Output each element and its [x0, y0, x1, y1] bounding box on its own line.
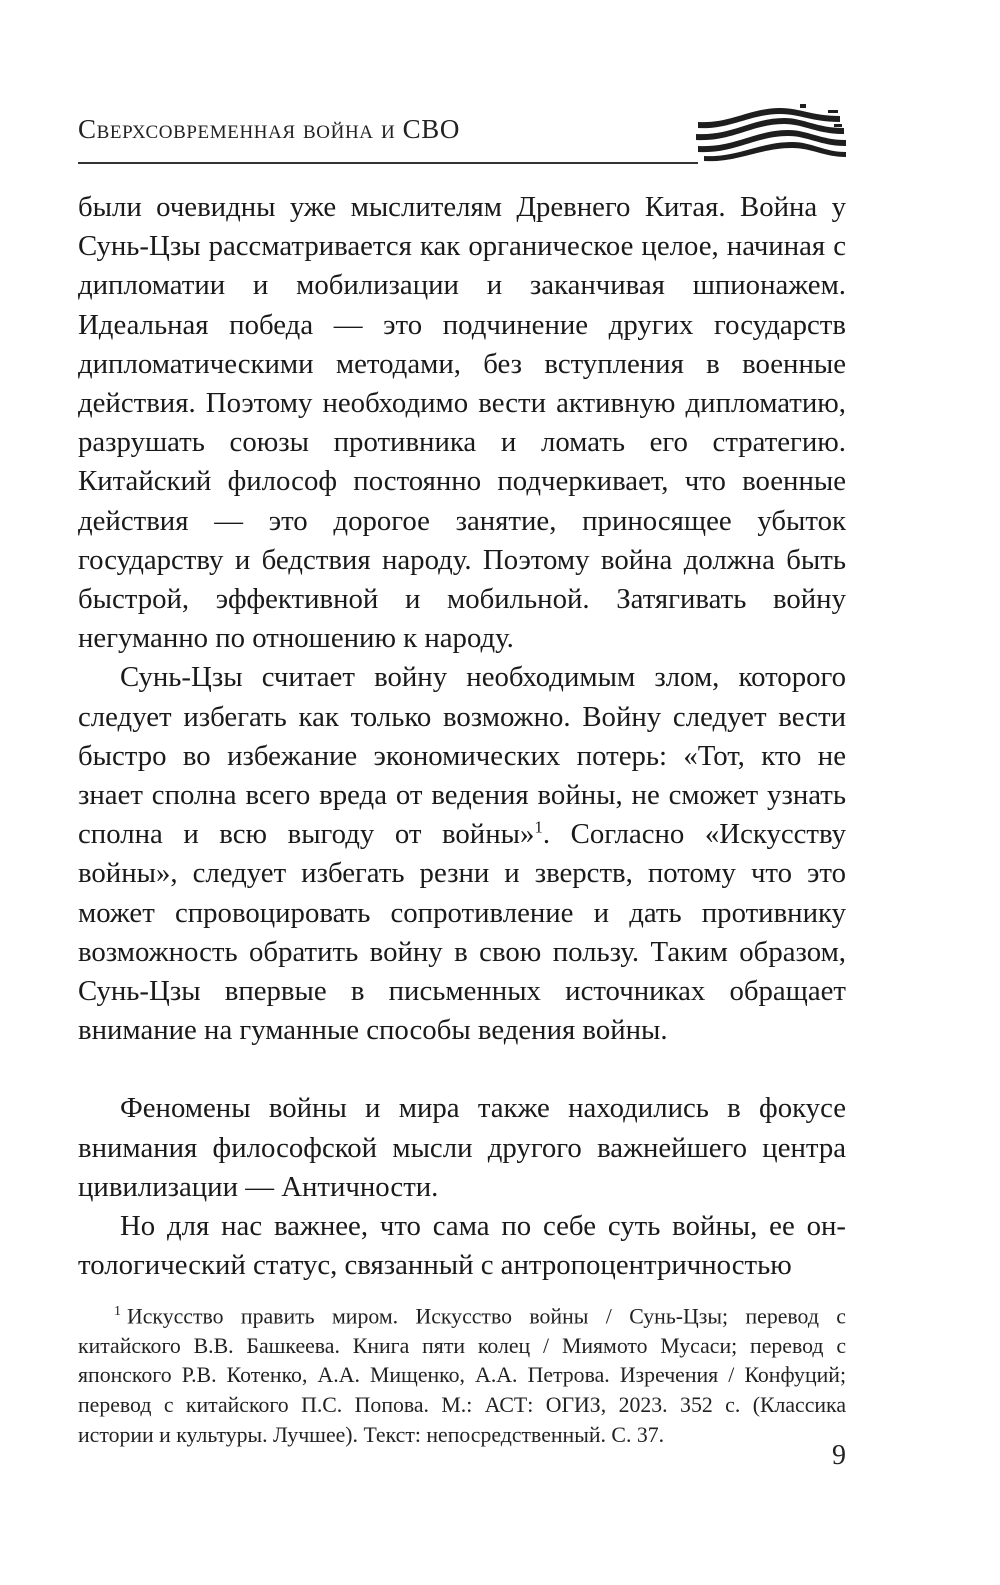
paragraph-sun-tzu: [78, 658, 846, 1050]
footnote-paragraph: [78, 1297, 846, 1450]
running-header: [78, 112, 848, 172]
running-title: Сверхсовременная война и СВО: [78, 114, 460, 144]
page-number: 9: [832, 1440, 846, 1471]
header-rule: [78, 162, 698, 164]
footnote-marker: 1: [114, 1304, 121, 1319]
paragraph-ontology: Но для нас важнее, что сама по себе суть войны, ее онтологический статус, связанный с антропоцентричностью: [78, 1210, 846, 1282]
footnote-reference[interactable]: 1: [534, 817, 543, 837]
paragraph-text: . Согласно «Искусству войны», следует избегать резни и зверств, потому что это может спровоцировать сопротивление и дать противнику возможность обратить войну в свою пользу. Таким образом, Сунь-Цзы впервые в письменных источниках обращает внимание на гуманные способы ведения войны.: [78, 818, 846, 1047]
main-text: [78, 188, 846, 1285]
paragraph-antiquity: Феномены войны и мира также находились в фокусе внимания философской мысли другого важнейшего центра цивилизации — Античности.: [78, 1092, 846, 1203]
footnote-text: Искусство править миром. Искусство войны / Сунь-Цзы; перевод с китайского В.В. Башкеева. Книга пяти колец / Миямото Мусаси; перевод с японского Р.В. Котенко, А.А. Мищенко, А.А. Петрова. Изречения / Конфуций; перевод с китайского П.С. Попова. М.: АСТ: ОГИЗ, 2023. 352 с. (Классика истории и культуры. Лучшее). Текст: непосредственный. С. 37.: [78, 1304, 846, 1447]
paragraph-continuation: были очевидны уже мыслителям Древнего Китая. Война у Сунь-Цзы рассматривается как органическое целое, начиная с дипломатии и мобилизации и заканчивая шпионажем. Идеальная победа — это подчинение других государств дипломатическими методами, без вступления в военные действия. Поэтому необходимо вести активную дипломатию, разрушать союзы противника и ломать его стратегию. Китайский философ постоянно подчеркивает, что военные действия — это дорогое занятие, приносящее убыток государству и бедствия народу. Поэтому война должна быть быстрой, эффективной и мобильной. Затягивать войну негуманно по отношению к народу.: [78, 191, 846, 655]
ribbon-stripes-icon: [690, 102, 848, 164]
footnote: [78, 1297, 846, 1450]
paragraph-text: Сунь-Цзы считает войну необходимым злом, которого следует избегать как только возможно. Войну следует вести быстро во избежание экономических потерь: «Тот, кто не знает сполна всего вреда от ведения войны, не сможет узнать сполна и всю выгоду от войны»: [78, 661, 846, 851]
